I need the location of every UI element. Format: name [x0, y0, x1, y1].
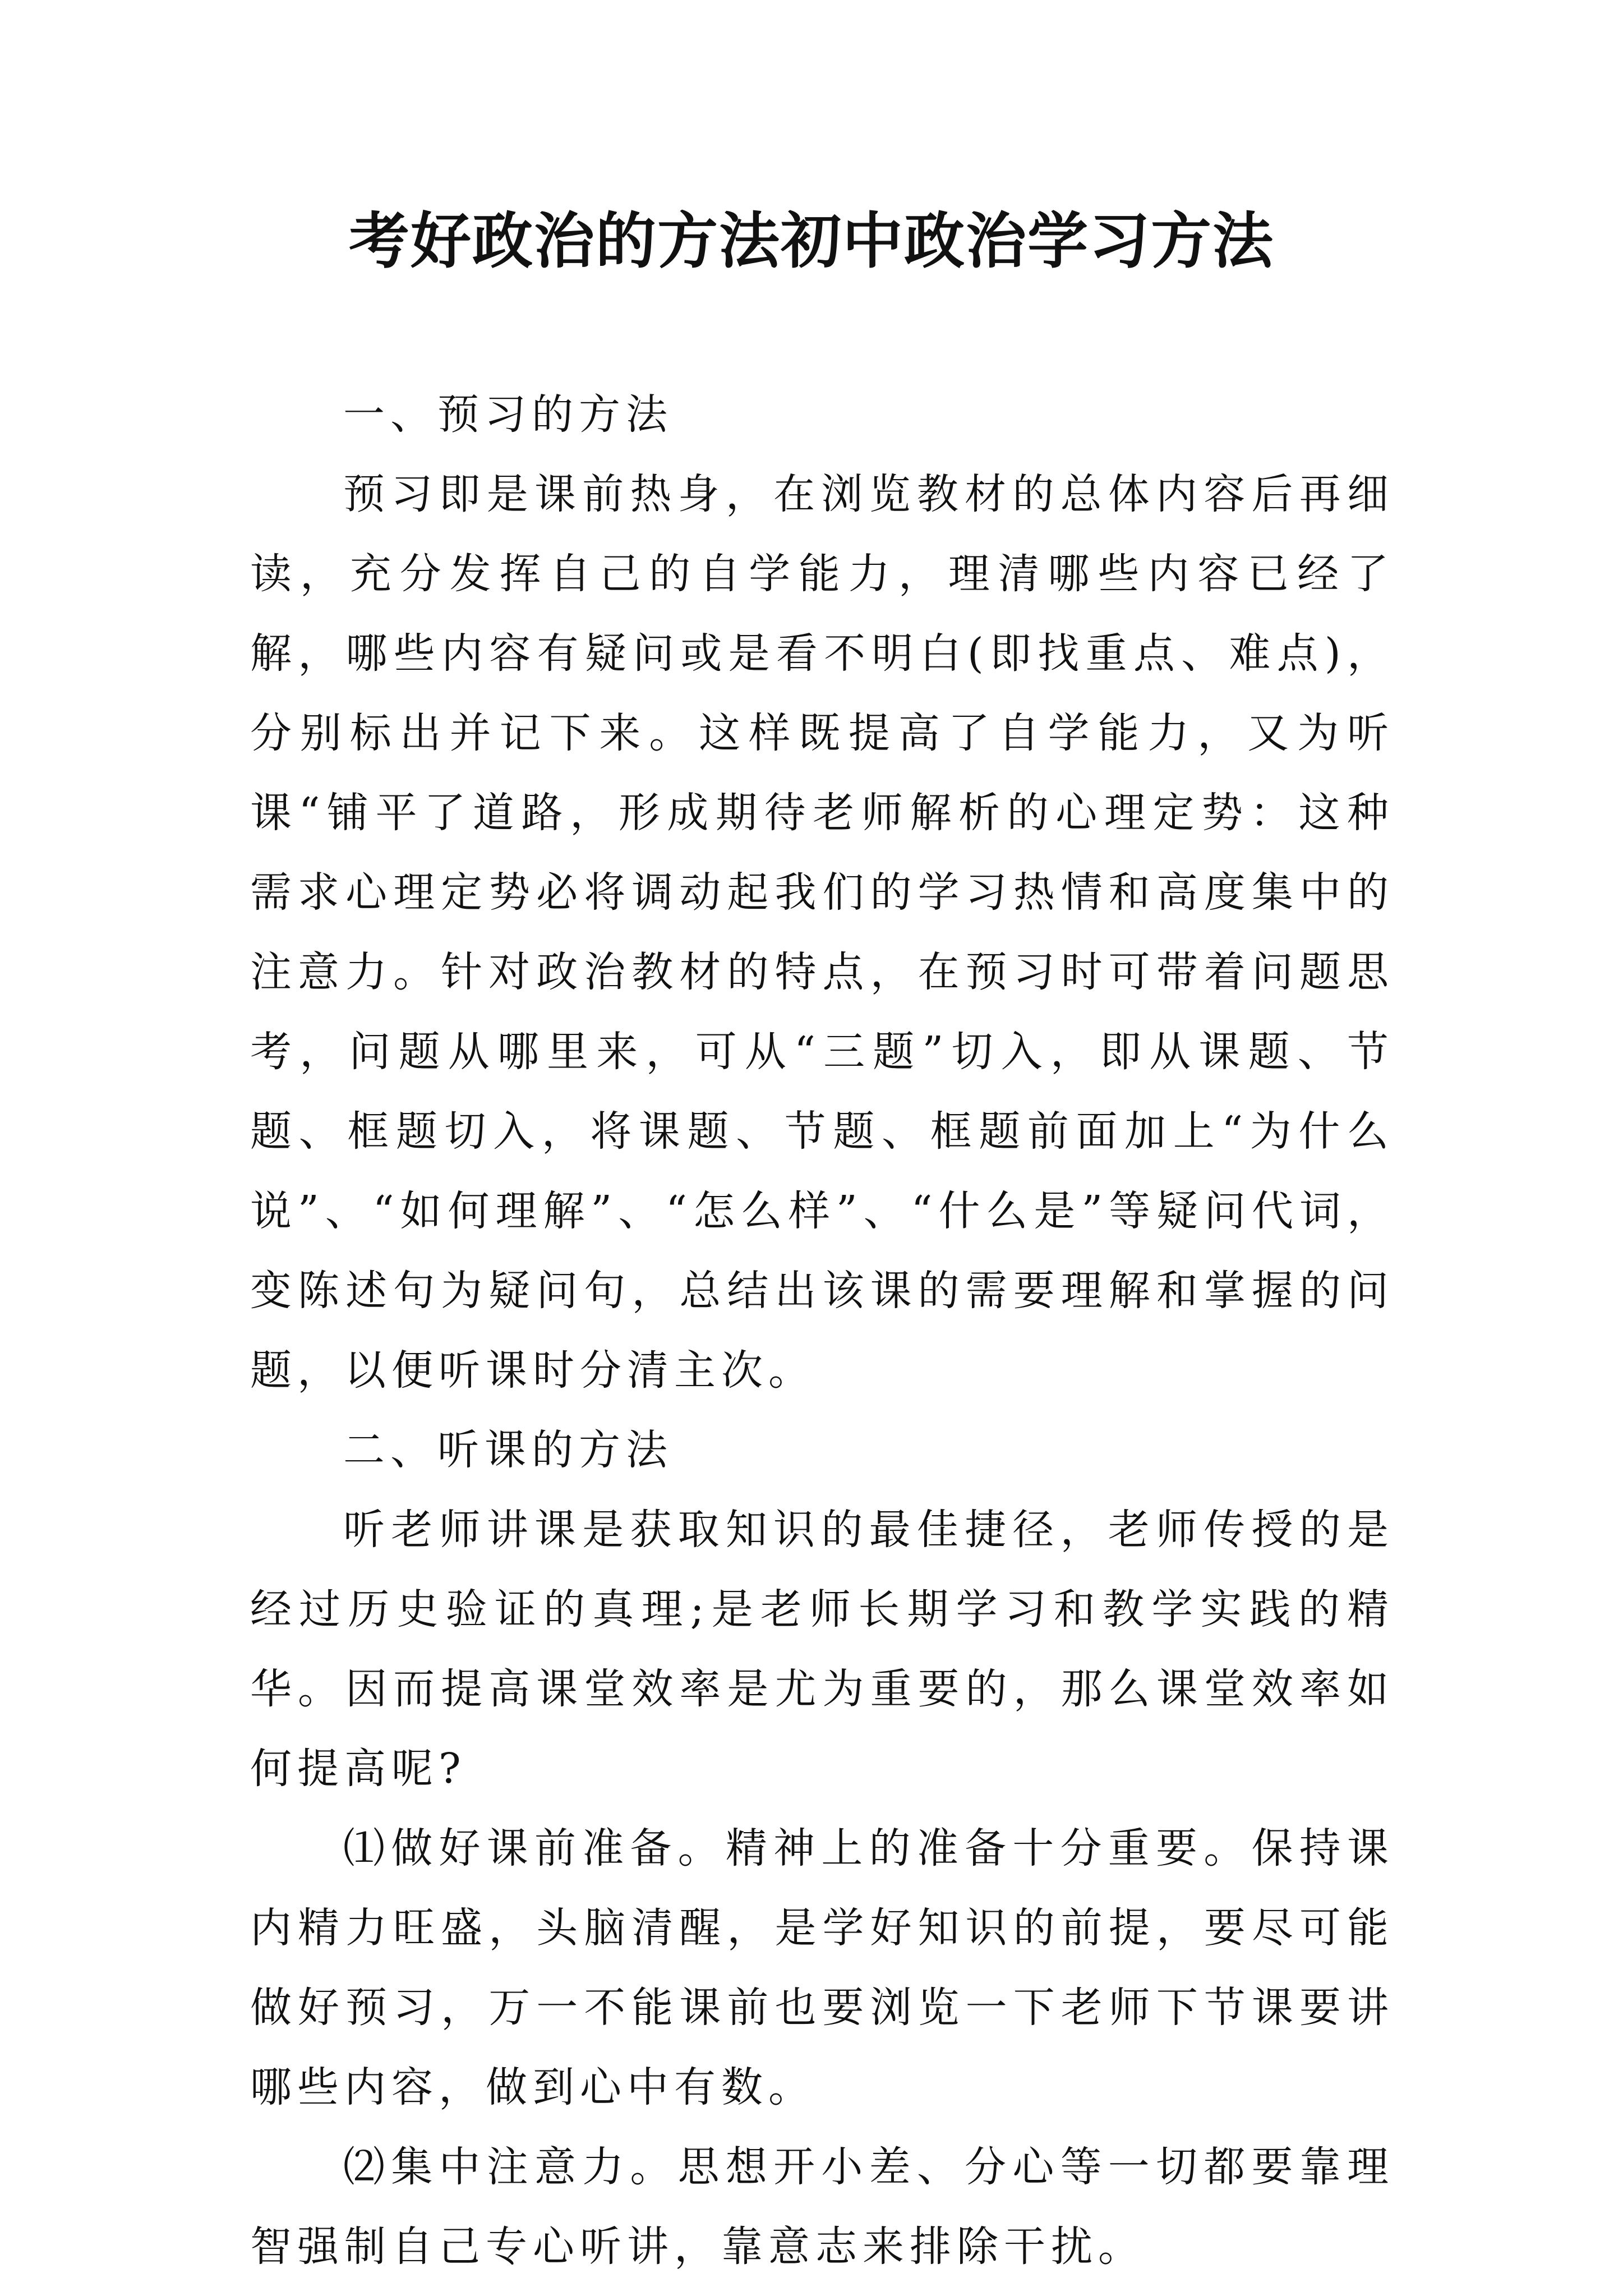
document-title: 考好政治的方法初中政治学习方法	[348, 206, 1274, 277]
paragraph-preparation: ⑴做好课前准备。精神上的准备十分重要。保持课内精力旺盛，头脑清醒，是学好知识的前提，要尽可能做好预习，万一不能课前也要浏览一下老师下节课要讲哪些内容，做到心中有数。	[250, 1824, 1394, 2111]
section-heading-listening: 二、听课的方法	[343, 1426, 673, 1474]
paragraph-preview-method: 预习即是课前热身，在浏览教材的总体内容后再细读，充分发挥自己的自学能力，理清哪些内容已经了解，哪些内容有疑问或是看不明白(即找重点、难点)，分别标出并记下来。这样既提高了自学能力，又为听课“铺平了道路，形成期待老师解析的心理定势：这种需求心理定势必将调动起我们的学习热情和高度集中的注意力。针对政治教材的特点，在预习时可带着问题思考，问题从哪里来，可从“三题”切入，即从课题、节题、框题切入，将课题、节题、框题前面加上“为什么说”、“如何理解”、“怎么样”、“什么是”等疑问代词，变陈述句为疑问句，总结出该课的需要理解和掌握的问题，以便听课时分清主次。	[250, 470, 1394, 1395]
paragraph-concentration: ⑵集中注意力。思想开小差、分心等一切都要靠理智强制自己专心听讲，靠意志来排除干扰。	[250, 2143, 1394, 2271]
paragraph-listening-intro: 听老师讲课是获取知识的最佳捷径，老师传授的是经过历史验证的真理;是老师长期学习和教学实践的精华。因而提高课堂效率是尤为重要的，那么课堂效率如何提高呢?	[250, 1506, 1394, 1793]
section-heading-preview: 一、预习的方法	[343, 390, 673, 439]
document-body	[250, 375, 1394, 2286]
